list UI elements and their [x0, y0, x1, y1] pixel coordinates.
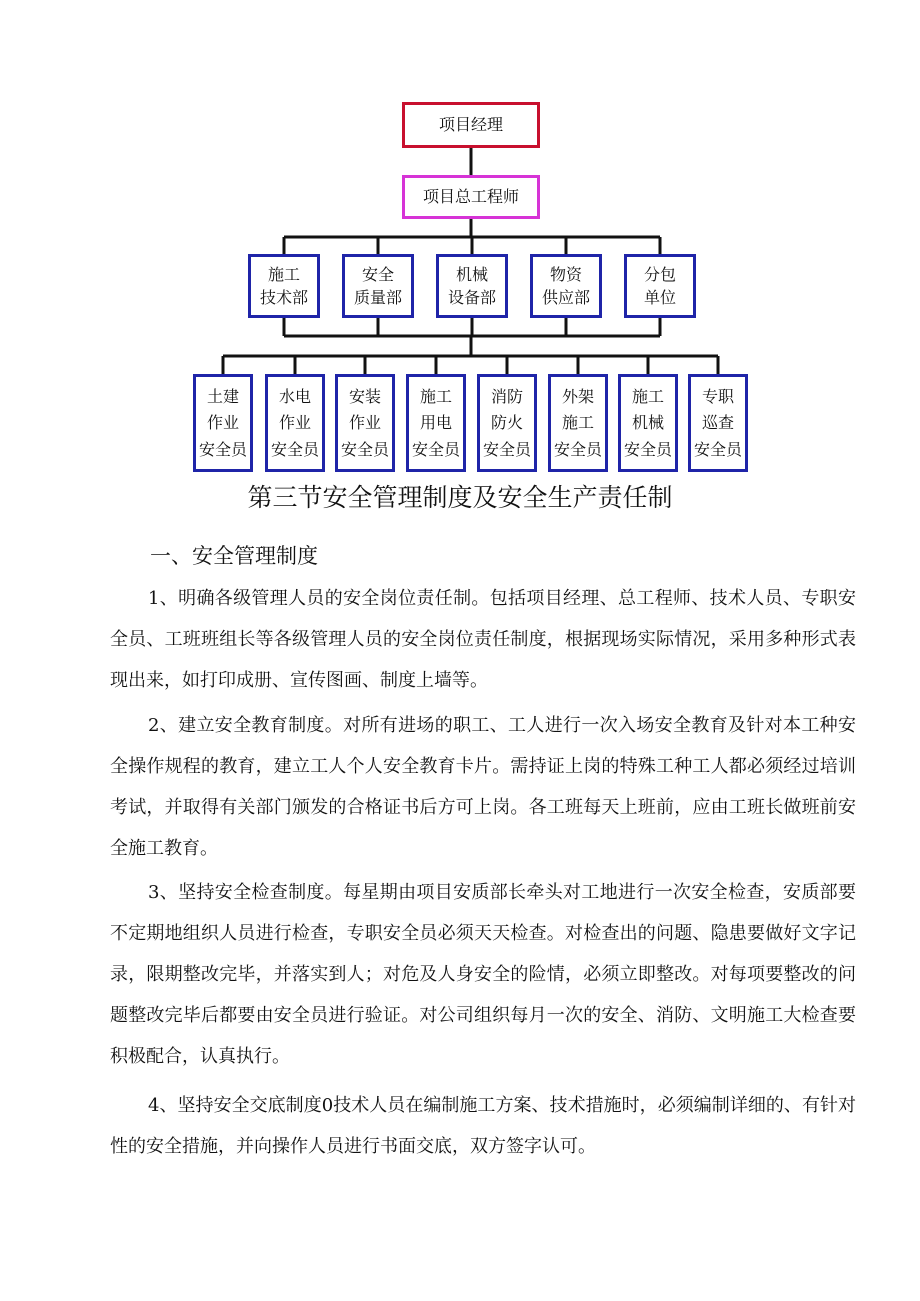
- org-box-label: 物资: [549, 264, 582, 284]
- org-box-label: 作业: [206, 413, 239, 433]
- org-box-patrol-safety-officer: [688, 374, 748, 472]
- org-box-label: 作业: [348, 413, 381, 433]
- org-box-label: 安全员: [553, 440, 602, 460]
- section-title: 第三节安全管理制度及安全生产责任制: [247, 483, 673, 512]
- org-box-label: 安装: [348, 386, 381, 406]
- org-box-label: 安全员: [340, 440, 389, 460]
- org-box-label: 施工: [419, 386, 452, 406]
- org-box-label: 安全员: [623, 440, 672, 460]
- org-box-label: 专职: [701, 386, 734, 406]
- subheading: 一、安全管理制度: [150, 544, 318, 568]
- org-box-label: 项目总工程师: [422, 187, 519, 207]
- org-box-installation-safety-officer: [335, 374, 395, 472]
- org-box-label: 安全员: [411, 440, 460, 460]
- org-box-label: 安全员: [482, 440, 531, 460]
- org-box-label: 机械: [631, 413, 664, 433]
- org-box-label: 项目经理: [438, 115, 503, 135]
- org-box-civil-safety-officer: [193, 374, 253, 472]
- org-box-label: 技术部: [259, 288, 308, 307]
- org-box-chief-engineer: [402, 175, 540, 219]
- org-box-materials-supply-dept: [530, 254, 602, 318]
- org-box-label: 安全员: [198, 440, 247, 460]
- paragraph-2: 2、建立安全教育制度。对所有进场的职工、工人进行一次入场安全教育及针对本工种安全操作规程的教育，建立工人个人安全教育卡片。需持证上岗的特殊工种工人都必须经过培训考试，并取得有关部门颁发的合格证书后方可上岗。各工班每天上班前，应由工班长做班前安全施工教育。: [110, 715, 856, 859]
- org-box-label: 供应部: [541, 288, 590, 307]
- org-box-label: 机械: [455, 264, 488, 284]
- org-box-label: 防火: [490, 413, 523, 433]
- org-box-fire-safety-officer: [477, 374, 537, 472]
- org-box-safety-quality-dept: [342, 254, 414, 318]
- org-box-label: 作业: [278, 413, 311, 433]
- paragraph-3: 3、坚持安全检查制度。每星期由项目安质部长牵头对工地进行一次安全检查，安质部要不定期地组织人员进行检查，专职安全员必须天天检查。对检查出的问题、隐患要做好文字记录，限期整改完毕，并落实到人；对危及人身安全的险情，必须立即整改。对每项要整改的问题整改完毕后都要由安全员进行验证。对公司组织每月一次的安全、消防、文明施工大检查要积极配合，认真执行。: [110, 882, 856, 1067]
- org-box-construction-power-safety-officer: [406, 374, 466, 472]
- org-box-label: 土建: [206, 386, 239, 406]
- org-box-label: 安全员: [693, 440, 742, 460]
- org-box-label: 设备部: [447, 288, 496, 307]
- paragraph-4: 4、坚持安全交底制度0技术人员在编制施工方案、技术措施时，必须编制详细的、有针对性的安全措施，并向操作人员进行书面交底，双方签字认可。: [110, 1095, 856, 1157]
- org-box-label: 巡查: [701, 413, 734, 433]
- org-box-plumbing-electric-safety-officer: [265, 374, 325, 472]
- paragraph-1: 1、明确各级管理人员的安全岗位责任制。包括项目经理、总工程师、技术人员、专职安全员、工班班组长等各级管理人员的安全岗位责任制度，根据现场实际情况，采用多种形式表现出来，如打印成册、宣传图画、制度上墙等。: [110, 588, 856, 691]
- org-box-label: 用电: [419, 413, 452, 433]
- org-box-project-manager: [402, 102, 540, 148]
- org-box-label: 施工: [267, 264, 300, 284]
- org-box-label: 施工: [561, 413, 594, 433]
- org-box-scaffold-safety-officer: [548, 374, 608, 472]
- org-box-label: 分包: [643, 264, 676, 284]
- org-box-label: 水电: [278, 386, 311, 406]
- org-box-machinery-safety-officer: [618, 374, 678, 472]
- org-box-label: 外架: [561, 386, 594, 406]
- org-box-label: 安全: [361, 264, 394, 284]
- org-box-label: 施工: [631, 386, 664, 406]
- org-box-construction-tech-dept: [248, 254, 320, 318]
- org-box-label: 消防: [490, 386, 523, 406]
- org-box-label: 质量部: [353, 288, 402, 307]
- org-box-machinery-dept: [436, 254, 508, 318]
- org-box-label: 安全员: [270, 440, 319, 460]
- org-box-subcontractor: [624, 254, 696, 318]
- org-box-label: 单位: [643, 288, 676, 307]
